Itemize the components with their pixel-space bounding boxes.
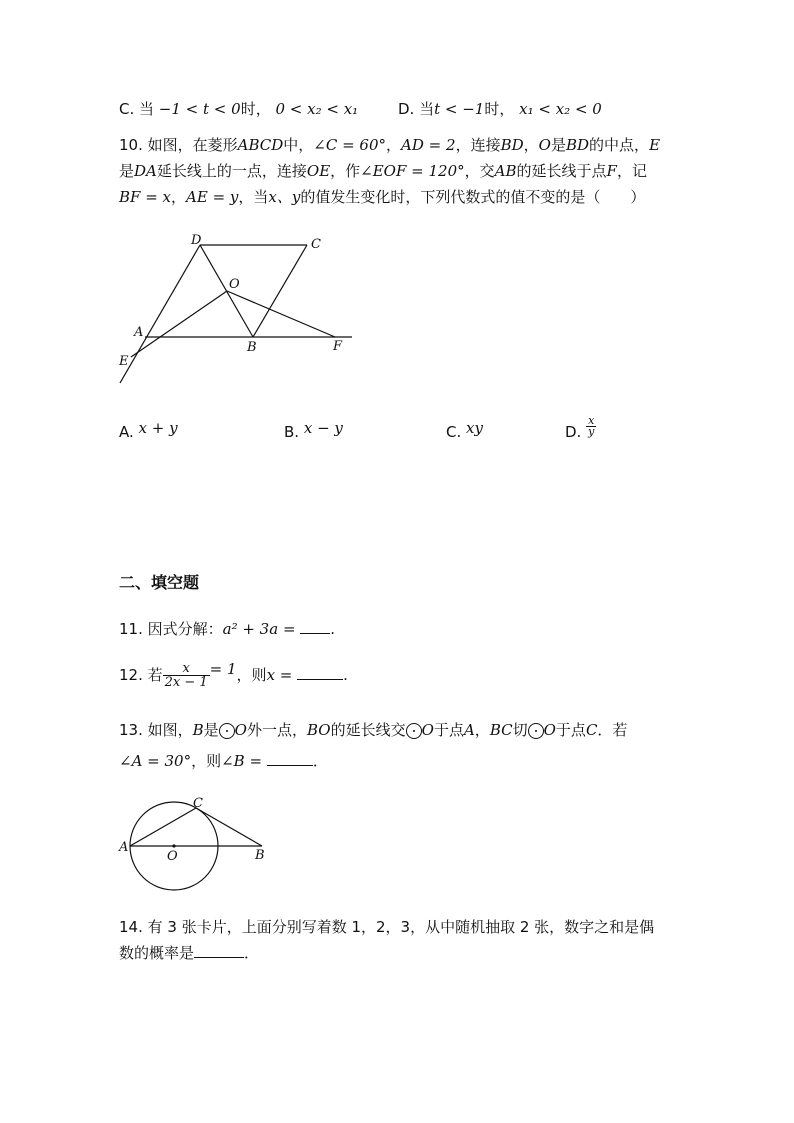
q13-text: 于点 <box>433 721 464 739</box>
section-title-fill-in: 二、填空题 <box>119 573 200 592</box>
q10-point-e: E <box>649 136 661 154</box>
q13-label-c: C <box>193 796 203 811</box>
q10-text: 10. 如图，在菱形 <box>119 136 238 154</box>
q13-point-c: C <box>585 721 598 739</box>
q13-text: 于点 <box>555 721 586 739</box>
q13-segment-ac <box>130 808 196 846</box>
q10-text: ，连接 <box>455 136 501 154</box>
q9-option-c-expression: 0 < x₂ < x₁ <box>275 100 359 118</box>
q13-text: ． <box>312 752 328 770</box>
q13-point-b: B <box>192 721 204 739</box>
q13-center-point <box>172 844 175 847</box>
q12-prefix: 12. 若 <box>119 666 163 684</box>
q10-rhombus-name: ABCD <box>237 136 284 154</box>
q10-text: 是 <box>550 136 566 154</box>
q14-answer-blank[interactable] <box>194 943 244 958</box>
q12-variable: x = <box>266 666 293 684</box>
q10-ae-y: AE = y <box>186 188 239 206</box>
q13-point-a: A <box>463 721 475 739</box>
q12-numerator: x <box>182 661 190 676</box>
q13-text: 的延长线交 <box>330 721 406 739</box>
q13-text: 13. 如图， <box>119 721 193 739</box>
q13-segment-cb <box>196 808 262 846</box>
q10-option-b-expression: x − y <box>303 419 343 437</box>
q12-then: ，则 <box>236 666 267 684</box>
q10-ad-length: AD = 2 <box>401 136 456 154</box>
q13-text: ， <box>474 721 490 739</box>
q10-text: 的中点， <box>589 136 650 154</box>
q10-label-a: A <box>134 325 144 340</box>
q10-text: ，当 <box>238 188 269 206</box>
q10-option-c-label: C. <box>446 423 462 441</box>
q10-text: 中， <box>283 136 314 154</box>
q13-circle-o: O <box>421 721 434 739</box>
q12-denominator: 2x − 1 <box>164 675 208 690</box>
q10-label-o: O <box>229 277 240 292</box>
q10-text: ，交 <box>464 162 495 180</box>
q14-text: 数的概率是 <box>119 944 195 962</box>
q10-text: 是 <box>119 162 135 180</box>
q11-expression: a² + 3a = <box>222 620 296 638</box>
q10-option-a-expression: x + y <box>138 419 178 437</box>
q13-text: 外一点， <box>246 721 307 739</box>
q13-text: 切 <box>512 721 528 739</box>
q10-label-f: F <box>333 339 343 354</box>
q10-point-f: F <box>606 162 617 180</box>
q10-segment-da: DA <box>134 162 157 180</box>
q10-segment-bd: BD <box>500 136 524 154</box>
q10-text: 的延长线于点 <box>516 162 607 180</box>
q10-option-d-denominator: y <box>588 425 595 438</box>
q14-line-2 <box>119 942 259 964</box>
q13-label-o: O <box>167 849 178 864</box>
q13-angle-b: ∠B = <box>221 752 263 770</box>
q10-option-d-label: D. <box>565 423 582 441</box>
q13-segment-bc: BC <box>489 721 513 739</box>
q9-option-d-condition: t < −1 <box>434 100 485 118</box>
q13-text: 是 <box>203 721 219 739</box>
q10-text: 延长线上的一点，连接 <box>156 162 307 180</box>
q10-text: ，作 <box>330 162 361 180</box>
q13-circle-o: O <box>543 721 556 739</box>
q13-angle-a: ∠A = 30° <box>119 752 192 770</box>
q9-option-c-condition: −1 < t < 0 <box>158 100 241 118</box>
q9-option-d-label: D. 当 <box>398 100 435 118</box>
q10-label-b: B <box>247 340 257 355</box>
q10-text: ， <box>171 188 187 206</box>
q10-label-c: C <box>311 237 321 252</box>
q13-label-a: A <box>119 840 129 855</box>
q10-point-o: O <box>538 136 551 154</box>
q10-option-a-label: A. <box>119 423 134 441</box>
q14-line-1: 14. 有 3 张卡片，上面分别写着数 1，2，3，从中随机抽取 2 张，数字之和是偶 <box>119 918 655 936</box>
q10-text: ， <box>523 136 539 154</box>
q12-equals-one: = 1 <box>209 660 237 678</box>
q10-option-b-label: B. <box>284 423 300 441</box>
q10-segment-ab: AB <box>494 162 517 180</box>
q10-text: ，记 <box>616 162 647 180</box>
q14-text: ． <box>244 944 260 962</box>
q9-option-d-when: 时， <box>484 100 515 118</box>
q10-variables: x、y <box>268 188 301 206</box>
q13-text: ，则 <box>191 752 222 770</box>
q13-segment-bo: BO <box>307 721 331 739</box>
q10-label-d: D <box>191 233 202 248</box>
q12-suffix: . <box>343 666 348 684</box>
q9-option-d-expression: x₁ < x₂ < 0 <box>519 100 602 118</box>
q9-option-c-when: 时， <box>240 100 271 118</box>
q13-text: ．若 <box>597 721 628 739</box>
q9-option-c-label: C. 当 <box>119 100 155 118</box>
q10-angle-eof: ∠EOF = 120° <box>360 162 465 180</box>
q10-bf-x: BF = x <box>119 188 171 206</box>
q10-angle-c: ∠C = 60° <box>313 136 387 154</box>
q13-label-b: B <box>255 848 265 863</box>
q10-segment-bd: BD <box>565 136 590 154</box>
q10-label-e: E <box>119 354 129 369</box>
q10-segment-oe: OE <box>306 162 331 180</box>
q10-option-d-numerator: x <box>588 414 595 427</box>
q11-prefix: 11. 因式分解： <box>119 620 223 638</box>
q10-text: 的值发生变化时，下列代数式的值不变的是（ ） <box>300 188 646 206</box>
q10-text: ， <box>386 136 402 154</box>
q10-option-c-expression: xy <box>466 419 483 437</box>
q11-suffix: . <box>330 620 336 638</box>
q13-circle-o: O <box>234 721 247 739</box>
